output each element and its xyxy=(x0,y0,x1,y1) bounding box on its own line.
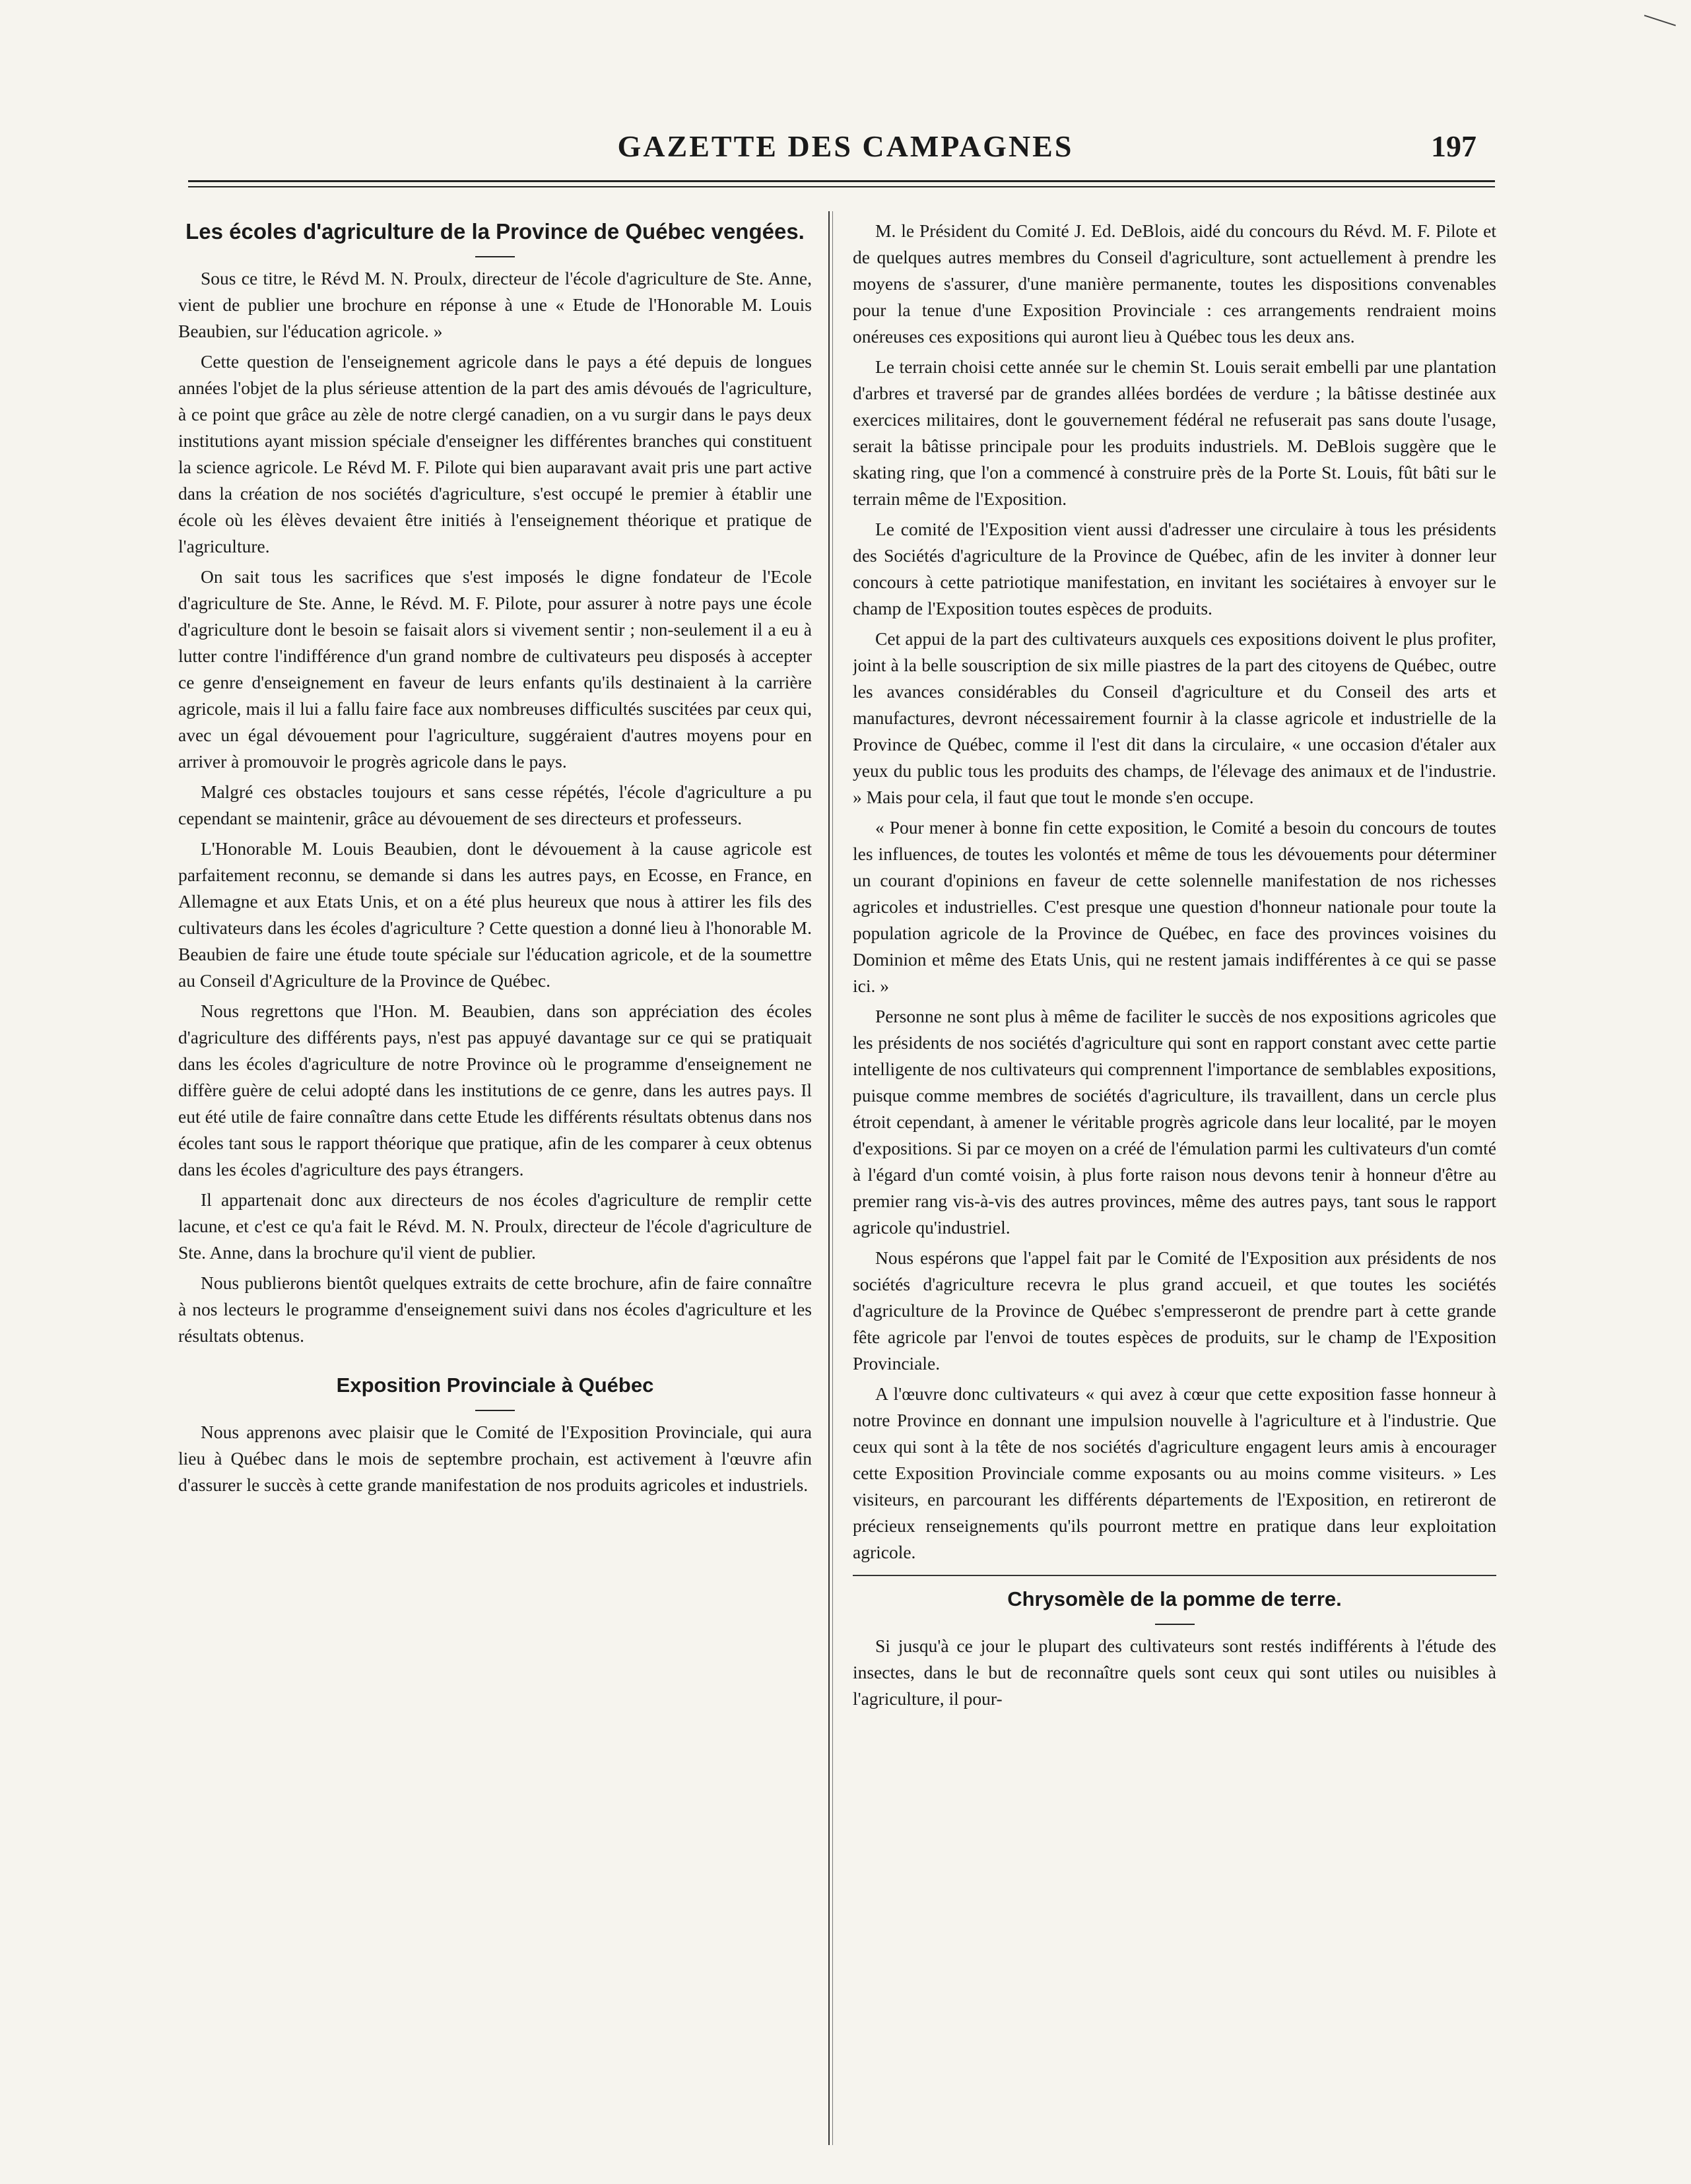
paragraph: Nous regrettons que l'Hon. M. Beaubien, dans son appréciation des écoles d'agriculture des différents pays, n'est pas appuyé davantage sur ce qui se pratiquait dans les écoles d'agriculture de notre Province où le programme d'enseignement ne diffère guère de celui adopté dans les institutions de ce genre, dans les autres pays. Il eut été utile de faire connaître dans cette Etude les différents résultats obtenus dans nos écoles tant sous le rapport théorique que pratique, afin de les comparer à ceux obtenus dans les écoles d'agriculture des pays étrangers. xyxy=(178,1001,812,1179)
article-title: Les écoles d'agriculture de la Province de Québec vengées. xyxy=(185,219,805,244)
paragraph: Personne ne sont plus à même de faciliter le succès de nos expositions agricoles que les présidents de nos sociétés d'agriculture qui sont en rapport constant avec cette partie intelligente de nos cultivateurs qui comprennent l'importance de semblables expositions, puisque comme membres de sociétés d'agriculture, ils travaillent, dans un cercle plus étroit cependant, à amener le véritable progrès agricole dans leur localité, par le moyen d'expositions. Si par ce moyen on a créé de l'émulation parmi les cultivateurs d'un comté à l'égard d'un comté voisin, à plus forte raison nous devons tenir à honneur d'être au premier rang vis-à-vis des autres provinces, même des autres pays, tant sous le rapport agricole qu'industriel. xyxy=(853,1006,1496,1238)
page-header-title: GAZETTE DES CAMPAGNES xyxy=(617,129,1074,163)
paragraph: Il appartenait donc aux directeurs de nos écoles d'agriculture de remplir cette lacune, et c'est ce qu'a fait le Révd. M. N. Proulx, directeur de l'école d'agriculture de Ste. Anne, dans la brochure qu'il vient de publier. xyxy=(178,1189,812,1263)
paragraph: « Pour mener à bonne fin cette exposition, le Comité a besoin du concours de toutes les influences, de toutes les volontés et même de tous les dévouements pour déterminer un courant d'opinions en faveur de cette solennelle manifestation de nos richesses agricoles et industrielles. C'est presque une question d'honneur nationale pour toute la population agricole de la Province de Québec, en face des provinces voisines du Dominion et même des Etats Unis, qui ne restent jamais indifférentes à ce qui se passe ici. » xyxy=(853,817,1496,996)
paragraph: Sous ce titre, le Révd M. N. Proulx, directeur de l'école d'agriculture de Ste. Anne, vient de publier une brochure en réponse à une « Etude de l'Honorable M. Louis Beaubien, sur l'éducation agricole. » xyxy=(178,268,812,341)
paragraph: Malgré ces obstacles toujours et sans cesse répétés, l'école d'agriculture a pu cependant se maintenir, grâce au dévouement de ses directeurs et professeurs. xyxy=(178,781,812,828)
title-rule xyxy=(475,1410,515,1411)
paragraph: Cet appui de la part des cultivateurs auxquels ces expositions doivent le plus profiter, joint à la belle souscription de six mille piastres de la part des citoyens de Québec, outre les avances considérables du Conseil d'agriculture et du Conseil des arts et manufactures, devront nécessairement fournir à la classe agricole et industrielle de la Province de Québec, comme il l'est dit dans la circulaire, « une occasion d'étaler aux yeux du public tous les produits des champs, de l'élevage des animaux et de l'industrie. » Mais pour cela, il faut que tout le monde s'en occupe. xyxy=(853,628,1496,807)
paragraph: Si jusqu'à ce jour le plupart des cultivateurs sont restés indifférents à l'étude des insectes, dans le but de reconnaître quels sont ceux qui sont utiles ou nuisibles à l'agriculture, il pour- xyxy=(853,1636,1496,1709)
paragraph: Le terrain choisi cette année sur le chemin St. Louis serait embelli par une plantation d'arbres et traversé par de grandes allées bordées de verdure ; la bâtisse destinée aux exercices militaires, dont le gouvernement fédéral ne refuserait pas sans doute l'usage, serait la bâtisse principale pour les produits industriels. M. DeBlois suggère que le skating ring, que l'on a commencé à construire près de la Porte St. Louis, fût bâti sur le terrain même de l'Exposition. xyxy=(853,356,1496,509)
right-column xyxy=(853,218,1496,2145)
paragraph: Nous apprenons avec plaisir que le Comité de l'Exposition Provinciale, qui aura lieu à Québec dans le mois de septembre prochain, est activement à l'œuvre afin d'assurer le succès à cette grande manifestation de nos produits agricoles et industriels. xyxy=(178,1422,812,1495)
page-number: 197 xyxy=(1431,129,1476,163)
article-title: Exposition Provinciale à Québec xyxy=(336,1373,654,1397)
paragraph: Le comité de l'Exposition vient aussi d'adresser une circulaire à tous les présidents des Sociétés d'agriculture de la Province de Québec, afin de les inviter à donner leur concours à cette patriotique manifestation, en invitant les sociétaires à envoyer sur le champ de l'Exposition toutes espèces de produits. xyxy=(853,519,1496,618)
title-rule xyxy=(1155,1624,1195,1625)
paragraph: M. le Président du Comité J. Ed. DeBlois, aidé du concours du Révd. M. F. Pilote et de quelques autres membres du Conseil d'agriculture, sont actuellement à prendre les moyens de s'assurer, d'une manière permanente, toutes les dispositions convenables pour la tenue d'une Exposition Provinciale : ces arrangements rendraient moins onéreuses ces expositions qui auront lieu à Québec tous les deux ans. xyxy=(853,220,1496,347)
paragraph: L'Honorable M. Louis Beaubien, dont le dévouement à la cause agricole est parfaitement reconnu, se demande si dans les autres pays, en Ecosse, en France, en Allemagne et aux Etats Unis, et on a été plus heureux que nous à attirer les fils des cultivateurs dans les écoles d'agriculture ? Cette question a donné lieu à l'honorable M. Beaubien de faire une étude toute spéciale sur l'éducation agricole, et de la soumettre au Conseil d'Agriculture de la Province de Québec. xyxy=(178,838,812,991)
article-title: Chrysomèle de la pomme de terre. xyxy=(1007,1587,1342,1610)
left-column xyxy=(178,218,812,2026)
section-rule xyxy=(853,1575,1496,1576)
paragraph: Cette question de l'enseignement agricole dans le pays a été depuis de longues années l'objet de la plus sérieuse attention de la part des amis dévoués de l'agriculture, à ce point que grâce au zèle de notre clergé canadien, on a vu surgir dans le pays deux institutions ayant mission spéciale d'enseigner les différentes branches qui constituent la science agricole. Le Révd M. F. Pilote qui bien auparavant avait pris une part active dans la création de nos sociétés d'agriculture, s'est occupé le premier à établir une école où les élèves devaient être initiés à l'enseignement théorique et pratique de l'agriculture. xyxy=(178,351,812,556)
column-divider xyxy=(828,211,833,2145)
paragraph: Nous espérons que l'appel fait par le Comité de l'Exposition aux présidents de nos sociétés d'agriculture recevra le plus grand accueil, et que toutes les sociétés d'agriculture de la Province de Québec s'empresseront de prendre part à cette grande fête agricole par l'envoi de toutes espèces de produits, sur le champ de l'Exposition Provinciale. xyxy=(853,1247,1496,1373)
paragraph: A l'œuvre donc cultivateurs « qui avez à cœur que cette exposition fasse honneur à notre Province en donnant une impulsion nouvelle à l'agriculture et à l'industrie. Que ceux qui sont à la tête de nos sociétés d'agriculture engagent leurs amis à encourager cette Exposition Provinciale comme exposants ou au moins comme visiteurs. » Les visiteurs, en parcourant les différents départements de l'Exposition, en retireront de précieux renseignements qu'ils pourront mettre en pratique dans leur exploitation agricole. xyxy=(853,1383,1496,1562)
paragraph: Nous publierons bientôt quelques extraits de cette brochure, afin de faire connaître à nos lecteurs le programme d'enseignement suivi dans nos écoles d'agriculture et les résultats obtenus. xyxy=(178,1273,812,1346)
paragraph: On sait tous les sacrifices que s'est imposés le digne fondateur de l'Ecole d'agriculture de Ste. Anne, le Révd. M. F. Pilote, pour assurer à notre pays une école d'agriculture dont le besoin se faisait alors si vivement sentir ; non-seulement il a eu à lutter contre l'indifférence d'un grand nombre de cultivateurs peu disposés à accepter ce genre d'enseignement en faveur de leurs enfants qu'ils destinaient à la carrière agricole, mais il lui a fallu faire face aux nombreuses difficultés suscitées par ceux qui, avec un égal dévouement pour l'agriculture, suggéraient d'autres moyens pour en arriver à promouvoir le progrès agricole dans le pays. xyxy=(178,566,812,772)
margin-mark xyxy=(1644,15,1676,26)
title-rule xyxy=(475,256,515,257)
section-gap xyxy=(178,1353,812,1372)
header-rule xyxy=(188,180,1495,187)
